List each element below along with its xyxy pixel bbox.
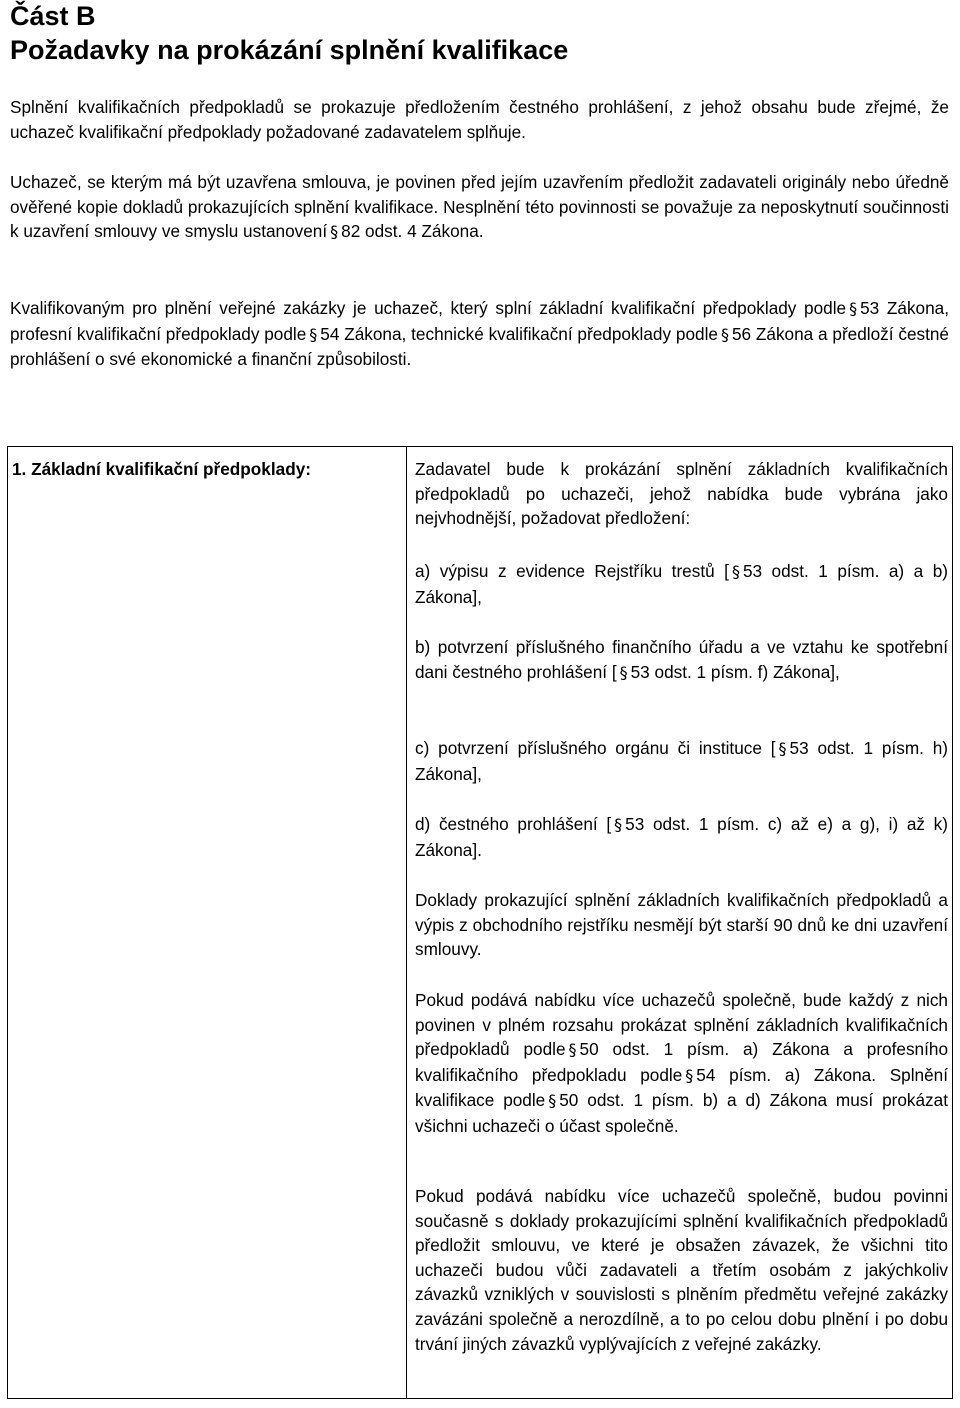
cell-text: 53 odst. 1 písm. c) až e) a g), i) až k) Zákona]. <box>415 814 949 860</box>
paragraph-text: 56 Zákona a předloží čestné prohlášení o své ekonomické a finanční způsobilosti. <box>10 323 949 370</box>
cell-text: 54 písm. a) Zákona. Splnění kvalifikace podle <box>415 1064 949 1111</box>
cell-text: c) potvrzení příslušného orgánu či instituce [ <box>415 738 776 758</box>
section-title: Část B <box>10 1 96 31</box>
paragraph-text: Splnění kvalifikačních předpokladů se prokazuje předložením čestného prohlášení, z jehož obsahu bude zřejmé, že uchazeč kvalifikační předpoklady požadované zadavatelem splňuje. <box>10 97 949 142</box>
table-left-heading: 1. Základní kvalifikační předpoklady: <box>12 459 311 479</box>
section-sign-icon: § <box>309 324 318 344</box>
cell-text: 53 odst. 1 písm. a) a b) Zákona], <box>415 561 948 607</box>
documents-validity <box>415 888 948 962</box>
item-a <box>415 559 948 609</box>
qualification-table <box>7 446 953 1399</box>
section-sign-icon: § <box>849 299 858 318</box>
cell-text: Zadavatel bude k prokázání splnění základních kvalifikačních předpokladů po uchazeči, jehož nabídka bude vybrána jako nejvhodnější, požadovat předložení: <box>415 459 948 529</box>
paragraph-text: 54 Zákona, technické kvalifikační předpoklady podle <box>320 323 718 344</box>
paragraph-text: 53 Zákona, profesní kvalifikační předpoklady podle <box>10 298 950 344</box>
section-subtitle: Požadavky na prokázání splnění kvalifikace <box>10 35 569 65</box>
cell-text: Doklady prokazující splnění základních kvalifikačních předpokladů a výpis z obchodního rejstříku nesmějí být starší 90 dnů ke dni uzavření smlouvy. <box>415 890 948 960</box>
section-sign-icon: § <box>619 662 628 682</box>
section-sign-icon: § <box>720 324 729 344</box>
section-sign-icon: § <box>778 739 787 758</box>
joint-bid-qualification <box>415 988 948 1139</box>
section-sign-icon: § <box>548 1091 557 1111</box>
paragraph-qualified <box>10 296 949 372</box>
paragraph-text: 82 odst. 4 Zákona. <box>341 221 484 242</box>
column-divider <box>406 447 407 1398</box>
cell-text: 50 odst. 1 písm. b) a d) Zákona musí prokázat všichni uchazeči o účast společně. <box>415 1090 948 1136</box>
cell-text: Pokud podává nabídku více uchazečů společně, bude každý z nich povinen v plném rozsahu prokázat splnění základních kvalifikačních předpokladů podle <box>415 990 948 1060</box>
table-intro <box>415 457 948 531</box>
paragraph-intro <box>10 95 949 144</box>
cell-text: b) potvrzení příslušného finančního úřadu a ve vztahu ke spotřební dani čestného prohlášení [ <box>415 637 948 682</box>
item-d <box>415 812 948 862</box>
item-c <box>415 736 948 786</box>
section-sign-icon: § <box>614 815 623 834</box>
paragraph-obligation <box>10 170 949 245</box>
cell-text: a) výpisu z evidence Rejstříku trestů [ <box>415 561 729 581</box>
cell-text: d) čestného prohlášení [ <box>415 814 612 834</box>
section-sign-icon: § <box>731 562 740 581</box>
cell-text: 53 odst. 1 písm. h) Zákona], <box>415 738 949 784</box>
item-b <box>415 635 948 685</box>
cell-text: Pokud podává nabídku více uchazečů společně, budou povinni současně s doklady prokazujícími splnění kvalifikačních předpokladů předložit smlouvu, ve které je obsažen závazek, že všichni tito uchazeči budou vůči zadavateli a třetím osobám z jakýchkoliv závazků vzniklých v souvislosti s plněním předmětu veřejné zakázky zavázáni společně a nerozdílně, a to po celou dobu plnění i po dobu trvání jiných závazků vyplývajících z veřejné zakázky. <box>415 1186 948 1354</box>
joint-bid-contract <box>415 1184 948 1356</box>
paragraph-text: Kvalifikovaným pro plnění veřejné zakázky je uchazeč, který splní základní kvalifikační předpoklady podle <box>10 298 847 318</box>
section-sign-icon: § <box>685 1065 694 1085</box>
paragraph-text: Uchazeč, se kterým má být uzavřena smlouva, je povinen před jejím uzavřením předložit zadavateli originály nebo úředně ověřené kopie dokladů prokazujících splnění kvalifikace. Nesplnění této povinnosti se považuje za neposkytnutí součinnosti k uzavření smlouvy ve smyslu ustanovení <box>10 172 949 242</box>
cell-text: 53 odst. 1 písm. f) Zákona], <box>630 661 840 682</box>
section-sign-icon: § <box>330 222 339 242</box>
cell-text: 50 odst. 1 písm. a) Zákona a profesního kvalifikačního předpokladu podle <box>415 1039 949 1085</box>
section-sign-icon: § <box>568 1040 577 1060</box>
